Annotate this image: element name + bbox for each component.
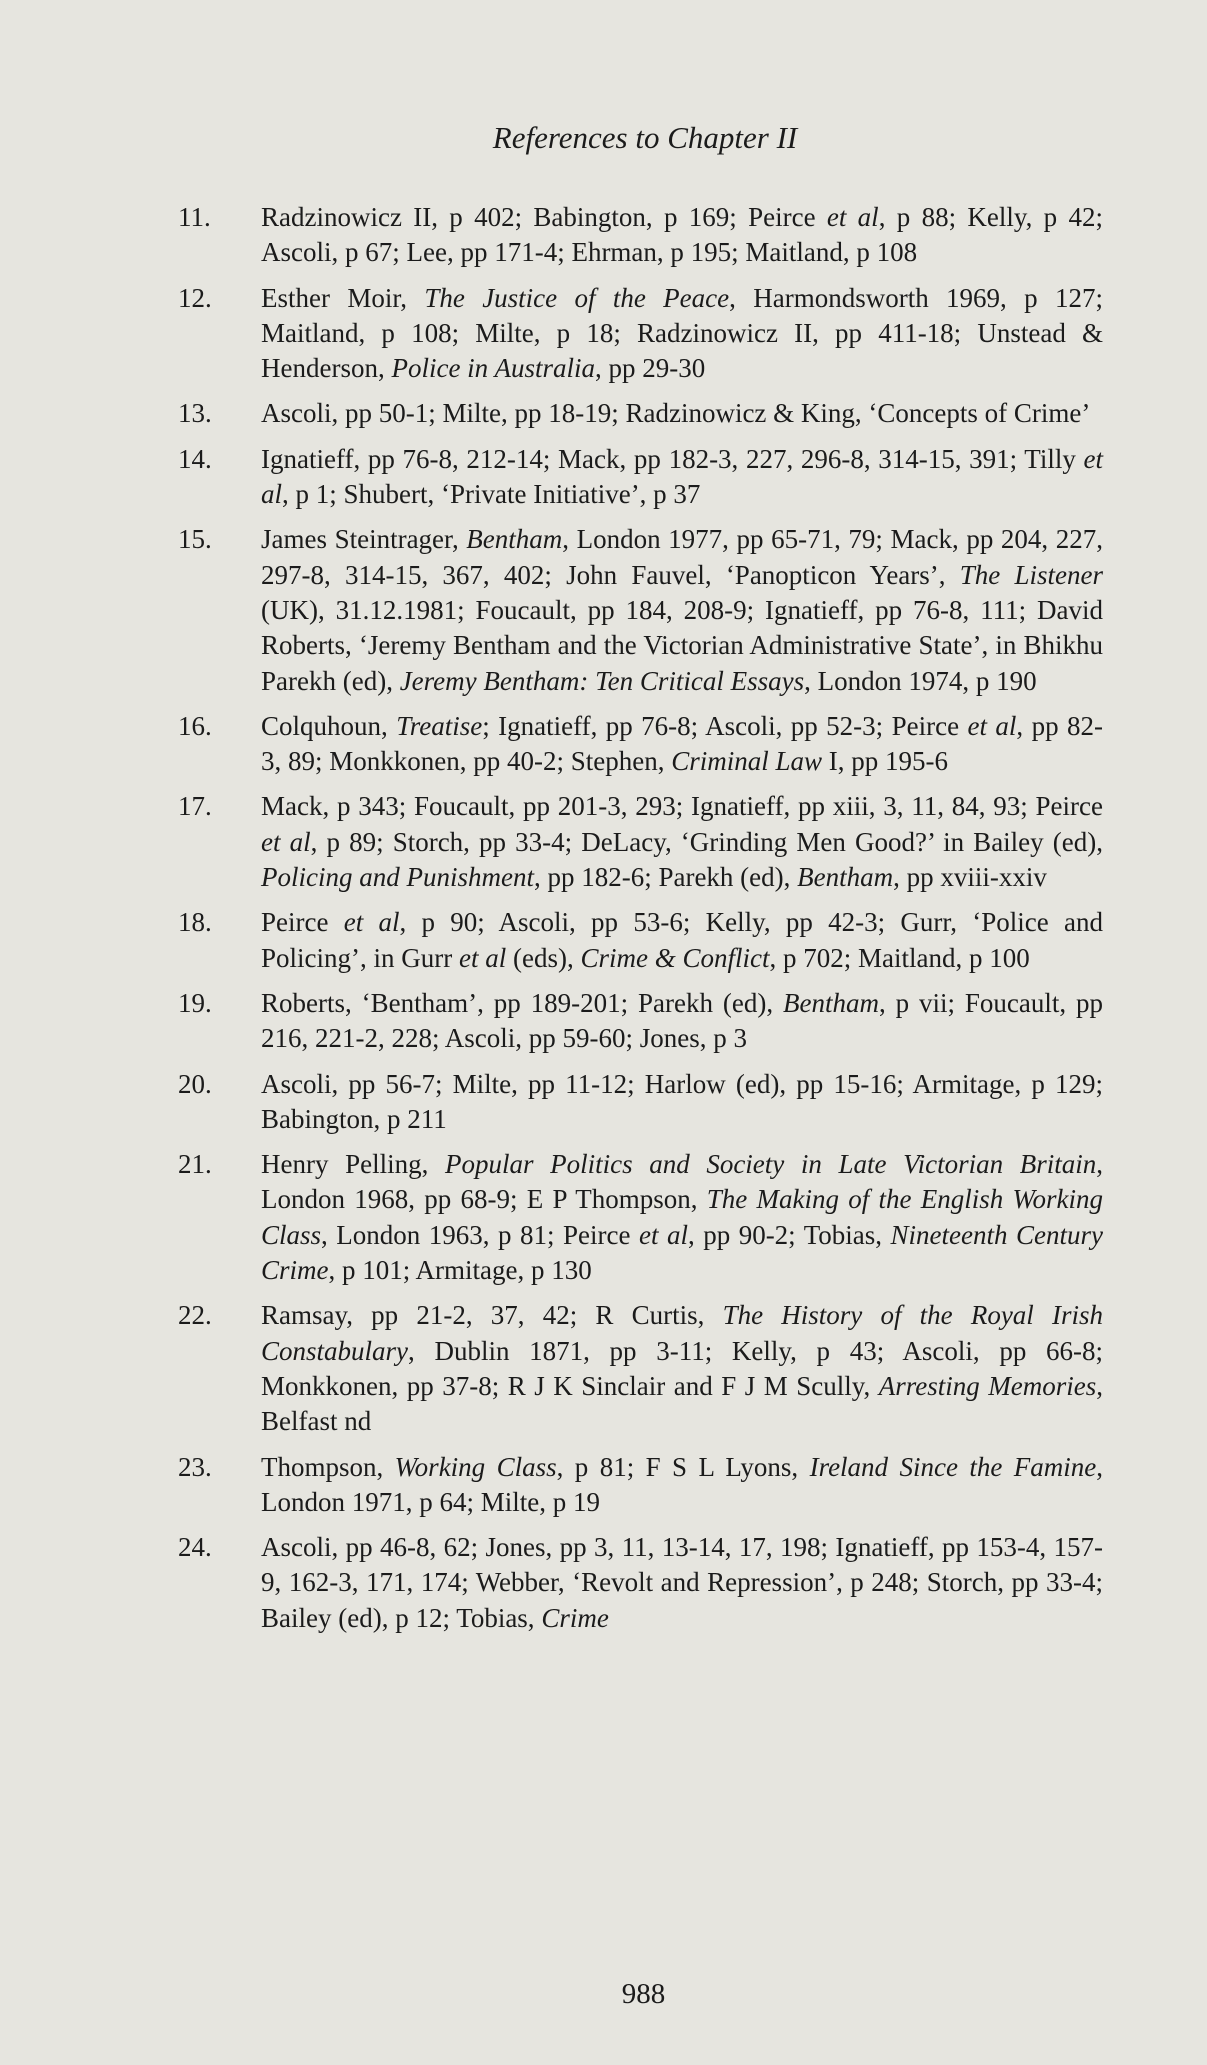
citation-text: Ignatieff, pp 76-8, 212-14; Mack, pp 182-3, 227, 296-8, 314-15, 391; Tilly: [261, 443, 1084, 474]
reference-number: 14.: [178, 443, 212, 474]
italic-title: et al: [638, 1219, 688, 1250]
citation-text: , p 101; Armitage, p 130: [328, 1255, 592, 1286]
reference-item: [178, 789, 1103, 895]
citation-text: , p 81; F S L Lyons,: [556, 1451, 810, 1482]
citation-text: , London 1968, pp 68-9; E P Thompson,: [261, 1149, 1103, 1215]
citation-text: , p 702; Maitland, p 100: [769, 942, 1030, 973]
reference-text: [261, 789, 1103, 895]
reference-text: [261, 442, 1103, 513]
italic-title: The History of the Royal Irish Constabulary: [261, 1300, 1103, 1366]
reference-item: [178, 905, 1103, 976]
citation-text: , p 90; Ascoli, pp 53-6; Kelly, pp 42-3; Gurr, ‘Police and Policing’, in Gurr: [261, 907, 1103, 973]
citation-text: , pp 90-2; Tobias,: [687, 1219, 891, 1250]
italic-title: Ireland Since the Famine: [809, 1451, 1097, 1482]
italic-title: The Making of the English Working Class: [261, 1184, 1103, 1250]
reference-text: [261, 709, 1103, 780]
citation-text: , pp 182-6; Parekh (ed),: [533, 862, 798, 893]
italic-title: Bentham: [797, 862, 894, 893]
citation-text: , pp xviii-xxiv: [893, 862, 1047, 893]
reference-item: [178, 1067, 1103, 1138]
citation-text: , London 1974, p 190: [804, 665, 1037, 696]
reference-number: 17.: [178, 791, 212, 822]
reference-item: [178, 522, 1103, 698]
citation-text: I, pp 195-6: [822, 746, 949, 777]
citation-text: , pp 82-3, 89; Monkkonen, pp 40-2; Stephen,: [261, 710, 1103, 777]
italic-title: et al: [826, 202, 879, 232]
italic-title: Jeremy Bentham: Ten Critical Essays: [399, 665, 805, 696]
reference-text: [261, 522, 1103, 698]
citation-text: (UK), 31.12.1981; Foucault, pp 184, 208-9; Ignatieff, pp 76-8, 111; David Roberts, ‘Jeremy Bentham and the Victorian Administrative State’, in Bhikhu Parekh (ed),: [261, 594, 1103, 696]
reference-number: 15.: [178, 524, 212, 555]
reference-item: [178, 396, 1103, 431]
reference-text: [261, 396, 1103, 431]
reference-number: 12.: [178, 282, 212, 313]
reference-text: [261, 986, 1103, 1057]
italic-title: et al: [261, 443, 1103, 510]
reference-list: [178, 200, 1103, 1646]
citation-text: , London 1971, p 64; Milte, p 19: [261, 1451, 1103, 1517]
citation-text: , pp 29-30: [594, 353, 706, 384]
italic-title: et al: [967, 710, 1017, 741]
citation-text: ; Ignatieff, pp 76-8; Ascoli, pp 52-3; Peirce: [482, 710, 968, 741]
reference-number: 16.: [178, 710, 212, 741]
reference-number: 19.: [178, 987, 212, 1018]
reference-number: 18.: [178, 907, 212, 938]
reference-text: [261, 1450, 1103, 1521]
reference-text: [261, 1530, 1103, 1636]
page-title: References to Chapter II: [492, 120, 798, 155]
citation-text: Roberts, ‘Bentham’, pp 189-201; Parekh (ed),: [261, 987, 783, 1018]
citation-text: Henry Pelling,: [261, 1149, 445, 1180]
italic-title: et al: [458, 942, 507, 973]
italic-title: Bentham: [782, 987, 879, 1018]
italic-title: Arresting Memories: [878, 1370, 1097, 1401]
reference-text: [261, 905, 1103, 976]
italic-title: et al: [261, 826, 311, 857]
citation-text: Ascoli, pp 56-7; Milte, pp 11-12; Harlow (ed), pp 15-16; Armitage, p 129; Babington, p 211: [261, 1068, 1103, 1134]
citation-text: , p 88; Kelly, p 42; Ascoli, p 67; Lee, pp 171-4; Ehrman, p 195; Maitland, p 108: [261, 202, 1103, 268]
reference-text: [261, 1067, 1103, 1138]
reference-number: 20.: [178, 1068, 212, 1099]
citation-text: James Steintrager,: [261, 524, 467, 555]
italic-title: Working Class: [394, 1451, 557, 1482]
reference-item: [178, 1298, 1103, 1439]
citation-text: Ascoli, pp 46-8, 62; Jones, pp 3, 11, 13-14, 17, 198; Ignatieff, pp 153-4, 157-9, 162-3, 171, 174; Webber, ‘Revolt and Repression’, p 248; Storch, pp 33-4; Bailey (ed), p 12; Tobias,: [261, 1532, 1103, 1633]
italic-title: Popular Politics and Society in Late Victorian Britain: [444, 1149, 1097, 1180]
reference-item: [178, 709, 1103, 780]
reference-item: [178, 1147, 1103, 1288]
reference-item: [178, 200, 1103, 271]
citation-text: Ramsay, pp 21-2, 37, 42; R Curtis,: [261, 1300, 723, 1331]
italic-title: Crime: [541, 1602, 609, 1633]
citation-text: , Dublin 1871, pp 3-11; Kelly, p 43; Ascoli, pp 66-8; Monkkonen, pp 37-8; R J K Sinclair and F J M Scully,: [261, 1335, 1103, 1401]
reference-text: [261, 281, 1103, 387]
citation-text: Colquhoun,: [261, 710, 397, 741]
italic-title: Crime & Conflict: [580, 942, 770, 973]
italic-title: The Justice of the Peace: [424, 282, 730, 313]
reference-item: [178, 1530, 1103, 1636]
citation-text: Radzinowicz II, p 402; Babington, p 169; Peirce: [261, 202, 827, 232]
reference-text: [261, 1298, 1103, 1439]
citation-text: , Belfast nd: [261, 1370, 1103, 1437]
reference-text: [261, 200, 1103, 271]
page-number: 988: [621, 1978, 666, 2010]
italic-title: Bentham: [466, 524, 563, 555]
italic-title: The Listener: [959, 559, 1103, 590]
italic-title: Criminal Law: [671, 746, 823, 777]
reference-number: 24.: [178, 1532, 212, 1563]
reference-number: 11.: [178, 202, 211, 232]
italic-title: Nineteenth Century Crime: [261, 1219, 1103, 1286]
italic-title: Policing and Punishment: [261, 862, 534, 893]
italic-title: Police in Australia: [391, 353, 595, 384]
citation-text: Ascoli, pp 50-1; Milte, pp 18-19; Radzinowicz & King, ‘Concepts of Crime’: [261, 398, 1091, 429]
citation-text: , Harmondsworth 1969, p 127; Maitland, p 108; Milte, p 18; Radzinowicz II, pp 411-18; Unstead & Henderson,: [261, 282, 1103, 384]
citation-text: Mack, p 343; Foucault, pp 201-3, 293; Ignatieff, pp xiii, 3, 11, 84, 93; Peirce: [261, 791, 1103, 822]
reference-item: [178, 442, 1103, 513]
reference-number: 13.: [178, 398, 212, 429]
reference-item: [178, 1450, 1103, 1521]
reference-text: [261, 1147, 1103, 1288]
reference-item: [178, 281, 1103, 387]
reference-number: 23.: [178, 1451, 212, 1482]
citation-text: (eds),: [506, 942, 581, 973]
citation-text: , London 1963, p 81; Peirce: [321, 1219, 639, 1250]
reference-item: [178, 986, 1103, 1057]
citation-text: , p 89; Storch, pp 33-4; DeLacy, ‘Grinding Men Good?’ in Bailey (ed),: [310, 826, 1103, 857]
citation-text: Esther Moir,: [261, 282, 425, 313]
citation-text: Thompson,: [261, 1451, 395, 1482]
italic-title: et al: [343, 907, 400, 938]
italic-title: Treatise: [396, 710, 483, 741]
reference-number: 21.: [178, 1149, 212, 1180]
citation-text: , p 1; Shubert, ‘Private Initiative’, p 37: [282, 479, 701, 510]
citation-text: , p vii; Foucault, pp 216, 221-2, 228; Ascoli, pp 59-60; Jones, p 3: [261, 987, 1103, 1054]
citation-text: , London 1977, pp 65-71, 79; Mack, pp 204, 227, 297-8, 314-15, 367, 402; John Fauvel, ‘Panopticon Years’,: [261, 524, 1103, 590]
reference-number: 22.: [178, 1300, 212, 1331]
citation-text: Peirce: [261, 907, 344, 938]
